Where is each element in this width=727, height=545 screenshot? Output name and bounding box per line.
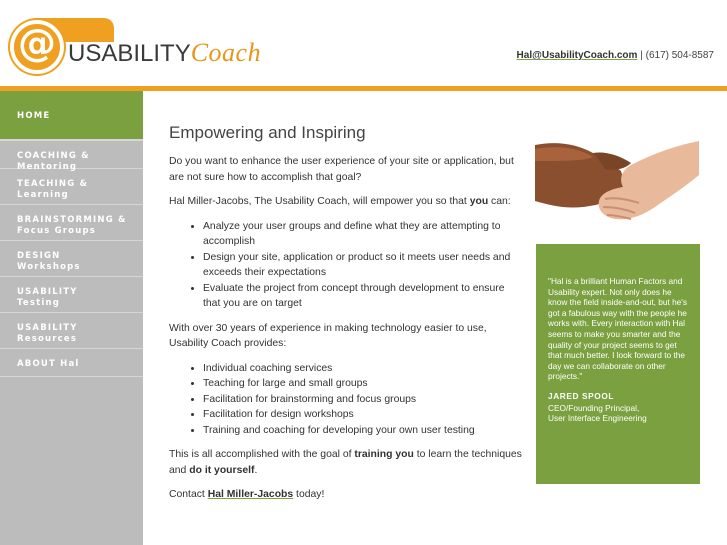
nav-item-design[interactable] xyxy=(0,241,143,277)
nav-item-testing[interactable] xyxy=(0,277,143,313)
site-header xyxy=(0,0,727,86)
nav-item-sublabel: Resources xyxy=(17,334,78,344)
nav-item-coaching[interactable] xyxy=(0,141,143,172)
nav-item-sublabel: Learning xyxy=(17,190,69,200)
nav-item-label: USABILITY xyxy=(17,287,78,297)
contact-hal-link[interactable]: Hal Miller-Jacobs xyxy=(207,489,294,500)
logo-word-usability: USABILITY xyxy=(68,40,191,67)
list-item: • Facilitation for brainstorming and focus groups xyxy=(203,392,524,408)
nav-item-label: USABILITY xyxy=(17,323,78,333)
empower-emphasis: you xyxy=(469,196,489,207)
usability-coach-logo[interactable] xyxy=(10,14,260,74)
testimonial-quote: "Hal is a brilliant Human Factors and Usability expert. Not only does he know the field inside-and-out, but he's got a fabulous way with the people he works with. Every interaction with Hal seems to make you smarter and the quality of your project seems to get that much better. I look forward to the day we can collaborate on other projects." xyxy=(548,276,688,382)
header-contact xyxy=(517,50,714,61)
contact-text: Contact xyxy=(169,489,208,500)
testimonial-author-title: CEO/Founding Principal, xyxy=(548,402,640,413)
list-item: • Evaluate the project from concept through development to ensure that you are on target xyxy=(203,281,524,312)
main-content xyxy=(169,122,524,512)
goal-text-mid: to learn the techniques and xyxy=(169,449,522,476)
list-item: • Teaching for large and small groups xyxy=(203,376,524,392)
goal-emphasis-1: training you xyxy=(354,449,414,460)
goal-emphasis-2: do it yourself xyxy=(189,464,255,476)
phone-number: (617) 504-8587 xyxy=(645,50,714,61)
empower-paragraph xyxy=(169,194,524,210)
handshake-photo xyxy=(535,135,699,233)
goal-paragraph xyxy=(169,447,524,478)
nav-item-label: COACHING & Mentoring xyxy=(17,151,90,172)
goal-text-end: . xyxy=(254,464,258,476)
nav-item-home[interactable] xyxy=(0,91,143,141)
nav-item-sublabel: Testing xyxy=(17,298,61,308)
nav-item-sublabel: Focus Groups xyxy=(17,226,97,236)
nav-item-resources[interactable] xyxy=(0,313,143,349)
contact-paragraph xyxy=(169,487,524,503)
nav-item-teaching[interactable] xyxy=(0,169,143,205)
contact-separator: | xyxy=(640,50,643,61)
nav-item-label: BRAINSTORMING & xyxy=(17,215,127,225)
list-item: • Training and coaching for developing your own user testing xyxy=(203,423,524,439)
at-symbol-icon: @ xyxy=(18,21,56,65)
nav-item-sublabel: Workshops xyxy=(17,262,81,272)
nav-item-about[interactable] xyxy=(0,349,143,377)
nav-item-label: DESIGN xyxy=(17,251,61,261)
contact-text-end: today! xyxy=(293,489,325,500)
logo-word-coach: Coach xyxy=(190,38,262,67)
empower-text-end: can: xyxy=(488,196,511,207)
testimonial-author-company: User Interface Engineering xyxy=(548,413,647,424)
page-title: Empowering and Inspiring xyxy=(169,123,366,142)
list-item: • Design your site, application or product so it meets user needs and exceeds their expectations xyxy=(203,250,524,281)
intro-paragraph: Do you want to enhance the user experience of your site or application, but are not sure how to accomplish that goal? xyxy=(169,156,514,183)
testimonial-box xyxy=(536,244,700,484)
nav-item-brainstorming[interactable] xyxy=(0,205,143,241)
list-item: • Individual coaching services xyxy=(203,361,524,377)
services-list xyxy=(169,361,524,439)
email-link[interactable]: Hal@UsabilityCoach.com xyxy=(516,50,638,61)
testimonial-author: JARED SPOOL xyxy=(548,390,615,401)
sidebar-nav xyxy=(0,91,143,545)
nav-item-label: ABOUT Hal xyxy=(17,359,80,369)
empower-text: Hal Miller-Jacobs, The Usability Coach, will empower you so that xyxy=(169,196,470,207)
nav-item-label: TEACHING & xyxy=(17,179,89,189)
logo-wordmark xyxy=(68,38,261,69)
goals-list xyxy=(169,219,524,312)
nav-item-label: HOME xyxy=(17,111,51,121)
list-item: • Facilitation for design workshops xyxy=(203,407,524,423)
goal-text: This is all accomplished with the goal of xyxy=(169,449,355,460)
list-item: • Analyze your user groups and define what they are attempting to accomplish xyxy=(203,219,524,250)
experience-paragraph: With over 30 years of experience in making technology easier to use, Usability Coach provides: xyxy=(169,322,487,349)
